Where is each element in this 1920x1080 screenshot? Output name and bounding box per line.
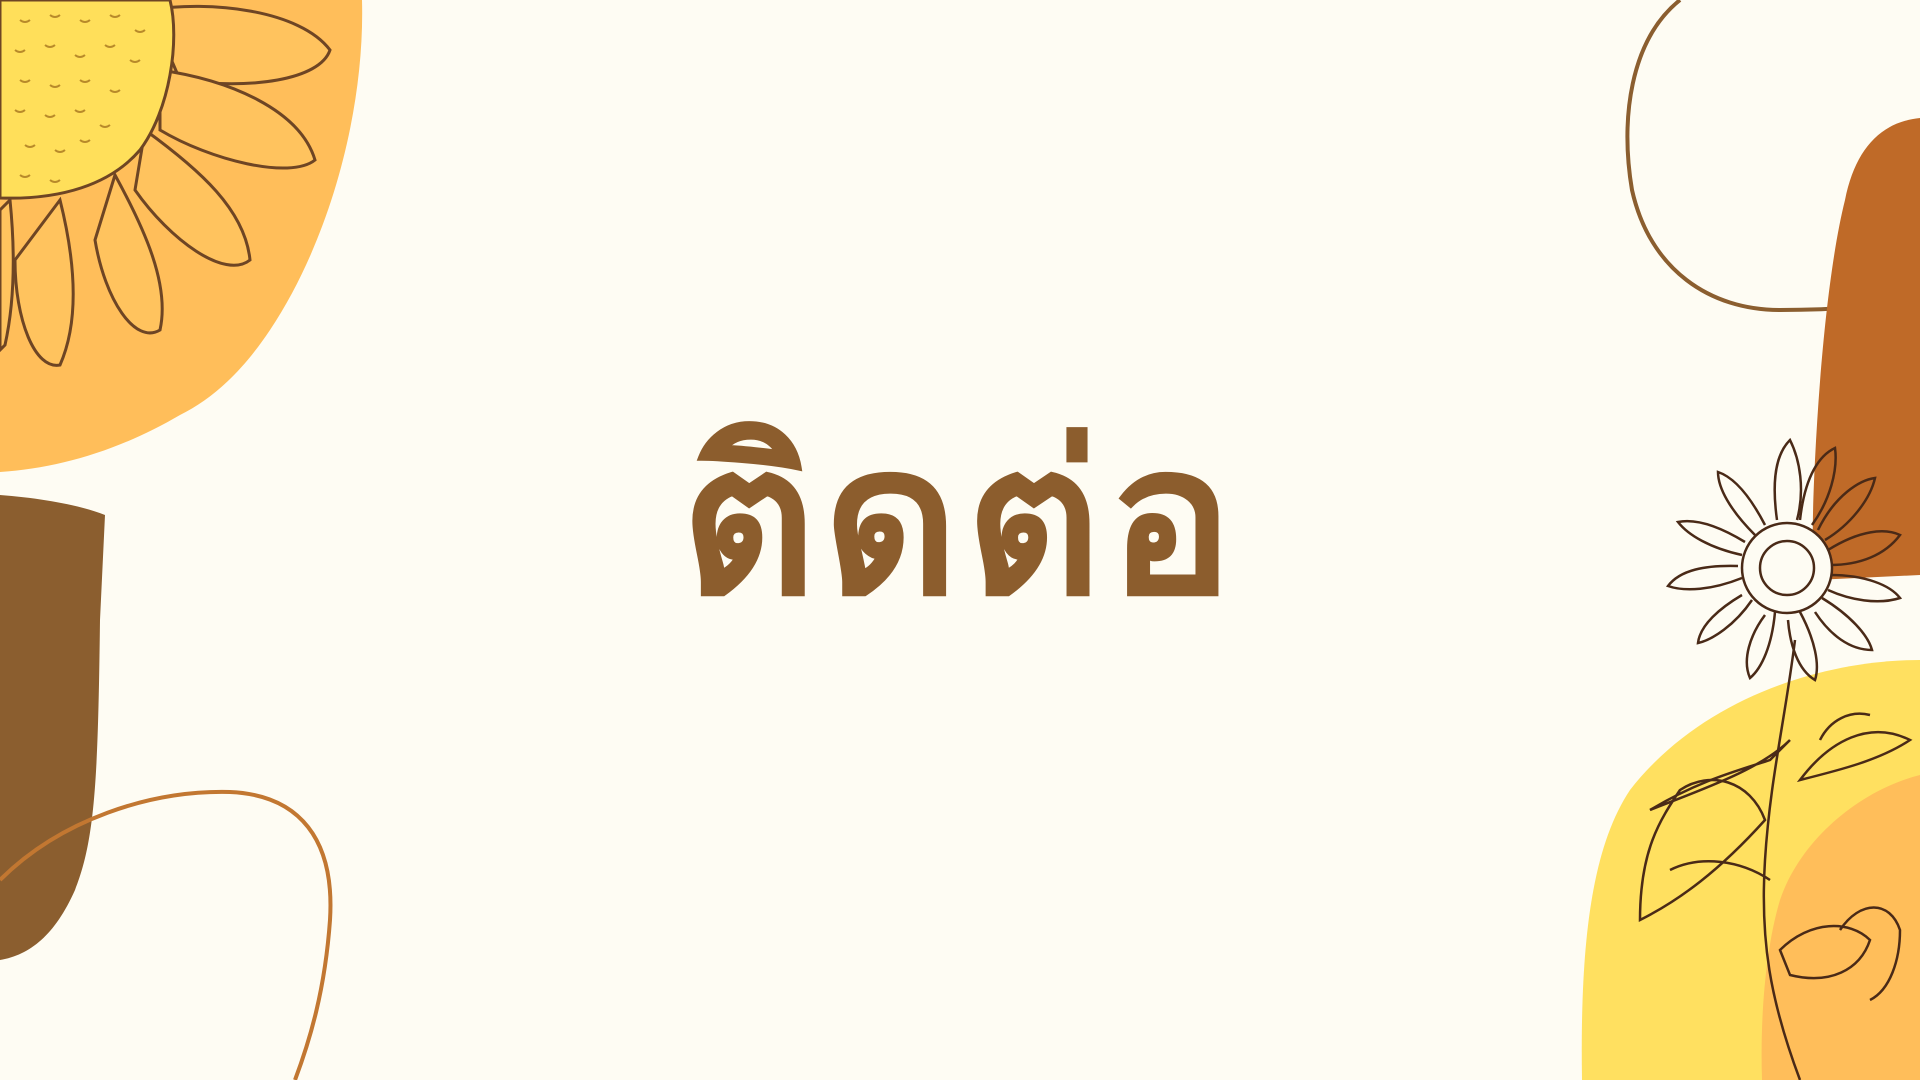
- page-title: ติดต่อ: [680, 398, 1240, 643]
